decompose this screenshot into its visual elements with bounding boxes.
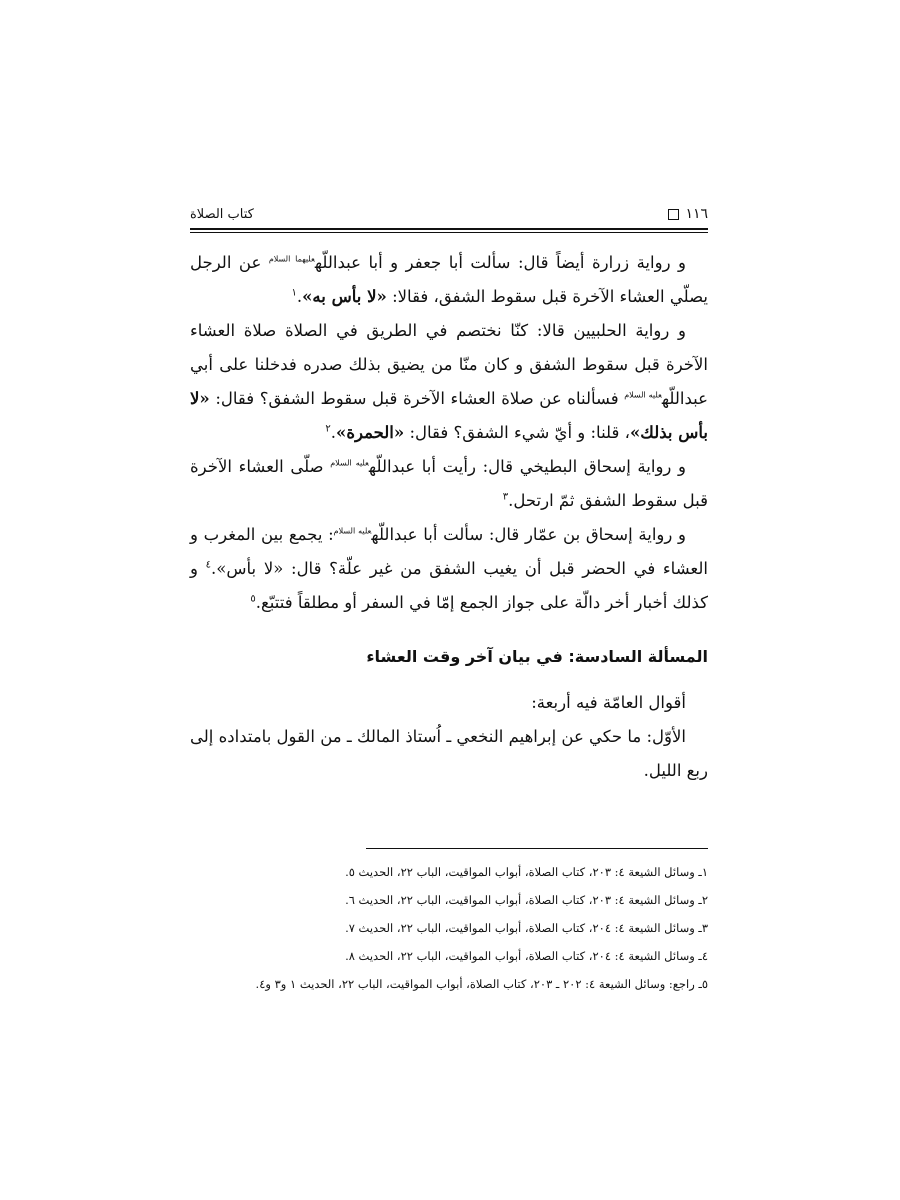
honorific-mark: عليه السلام xyxy=(333,526,372,536)
footnote: ٥ـ راجع: وسائل الشيعة ٤: ٢٠٢ ـ ٢٠٣، كتاب الصلاة، أبواب المواقيت، الباب ٢٢، الحديث ١ و٣ و٤. xyxy=(255,977,708,991)
footnote-ref-4: ٤ xyxy=(205,559,212,571)
footnote-separator xyxy=(366,848,708,849)
footnote: ٢ـ وسائل الشيعة ٤: ٢٠٣، كتاب الصلاة، أبواب المواقيت، الباب ٢٢، الحديث ٦. xyxy=(345,893,708,907)
honorific-mark: عليه السلام xyxy=(330,458,369,468)
section-heading: المسألة السادسة: في بيان آخر وقت العشاء xyxy=(366,647,708,666)
footnote-ref-5: ٥ xyxy=(250,593,256,605)
paragraph-first-opinion: الأوّل: ما حكي عن إبراهيم النخعي ـ اُستاذ المالك ـ من القول بامتداده إلى ربع الليل. xyxy=(190,727,708,780)
header-rule-thick xyxy=(190,228,708,230)
footnote: ١ـ وسائل الشيعة ٤: ٢٠٣، كتاب الصلاة، أبواب المواقيت، الباب ٢٢، الحديث ٥. xyxy=(345,865,708,879)
paragraph-ishaq-ammar: و رواية إسحاق بن عمّار قال: سألت أبا عبداللّه$^{عليه السلام}$: يجمع بين المغرب و العشاء في الحضر قبل أن يغيب الشفق من غير علّة؟ قال: «لا بأس».$^٤$ و كذلك أخبار أخر دالّة على جواز الجمع إمّا في السفر أو مطلقاً فتتبّع.$^٥$ xyxy=(190,525,708,612)
page-number: ١١٦ xyxy=(685,206,708,222)
footnotes xyxy=(190,858,708,998)
paragraph-battikhi: و رواية إسحاق البطيخي قال: رأيت أبا عبداللّه$^{عليه السلام}$ صلّى العشاء الآخرة قبل سقوط الشفق ثمّ ارتحل.$^٣$ xyxy=(190,457,708,510)
page-header xyxy=(190,202,708,226)
footnote-ref-2: ٢ xyxy=(325,423,331,435)
page-number-group xyxy=(668,206,708,222)
paragraph-opinions-intro: أقوال العامّة فيه أربعة: xyxy=(531,693,686,712)
footnote-ref-1: ١ xyxy=(291,287,297,299)
header-rule-thin xyxy=(190,232,708,233)
page-body xyxy=(190,246,708,788)
honorific-mark: عليه السلام xyxy=(624,390,662,400)
running-title: كتاب الصلاة xyxy=(190,206,254,222)
footnote-ref-3: ٣ xyxy=(502,491,509,503)
honorific-mark: عليهما السلام xyxy=(268,254,315,264)
square-ornament-icon xyxy=(668,209,679,220)
footnote: ٣ـ وسائل الشيعة ٤: ٢٠٤، كتاب الصلاة، أبواب المواقيت، الباب ٢٢، الحديث ٧. xyxy=(345,921,708,935)
paragraph-zurara: و رواية زرارة أيضاً قال: سألت أبا جعفر و أبا عبداللّه$^{عليهما السلام}$ عن الرجل يصلّي العشاء الآخرة قبل سقوط الشفق، فقالا: «لا بأس به».$^١$ xyxy=(190,253,708,306)
paragraph-halabiyayn: و رواية الحلبيين قالا: كنّا نختصم في الطريق في الصلاة صلاة العشاء الآخرة قبل سقوط الشفق و كان منّا من يضيق بذلك صدره فدخلنا على أبي عبداللّه$^{عليه السلام}$ فسألناه عن صلاة العشاء الآخرة قبل سقوط الشفق؟ فقال: «لا بأس بذلك»، قلنا: و أيّ شيء الشفق؟ فقال: «الحمرة».$^٢$ xyxy=(190,321,708,442)
footnote: ٤ـ وسائل الشيعة ٤: ٢٠٤، كتاب الصلاة، أبواب المواقيت، الباب ٢٢، الحديث ٨. xyxy=(345,949,708,963)
